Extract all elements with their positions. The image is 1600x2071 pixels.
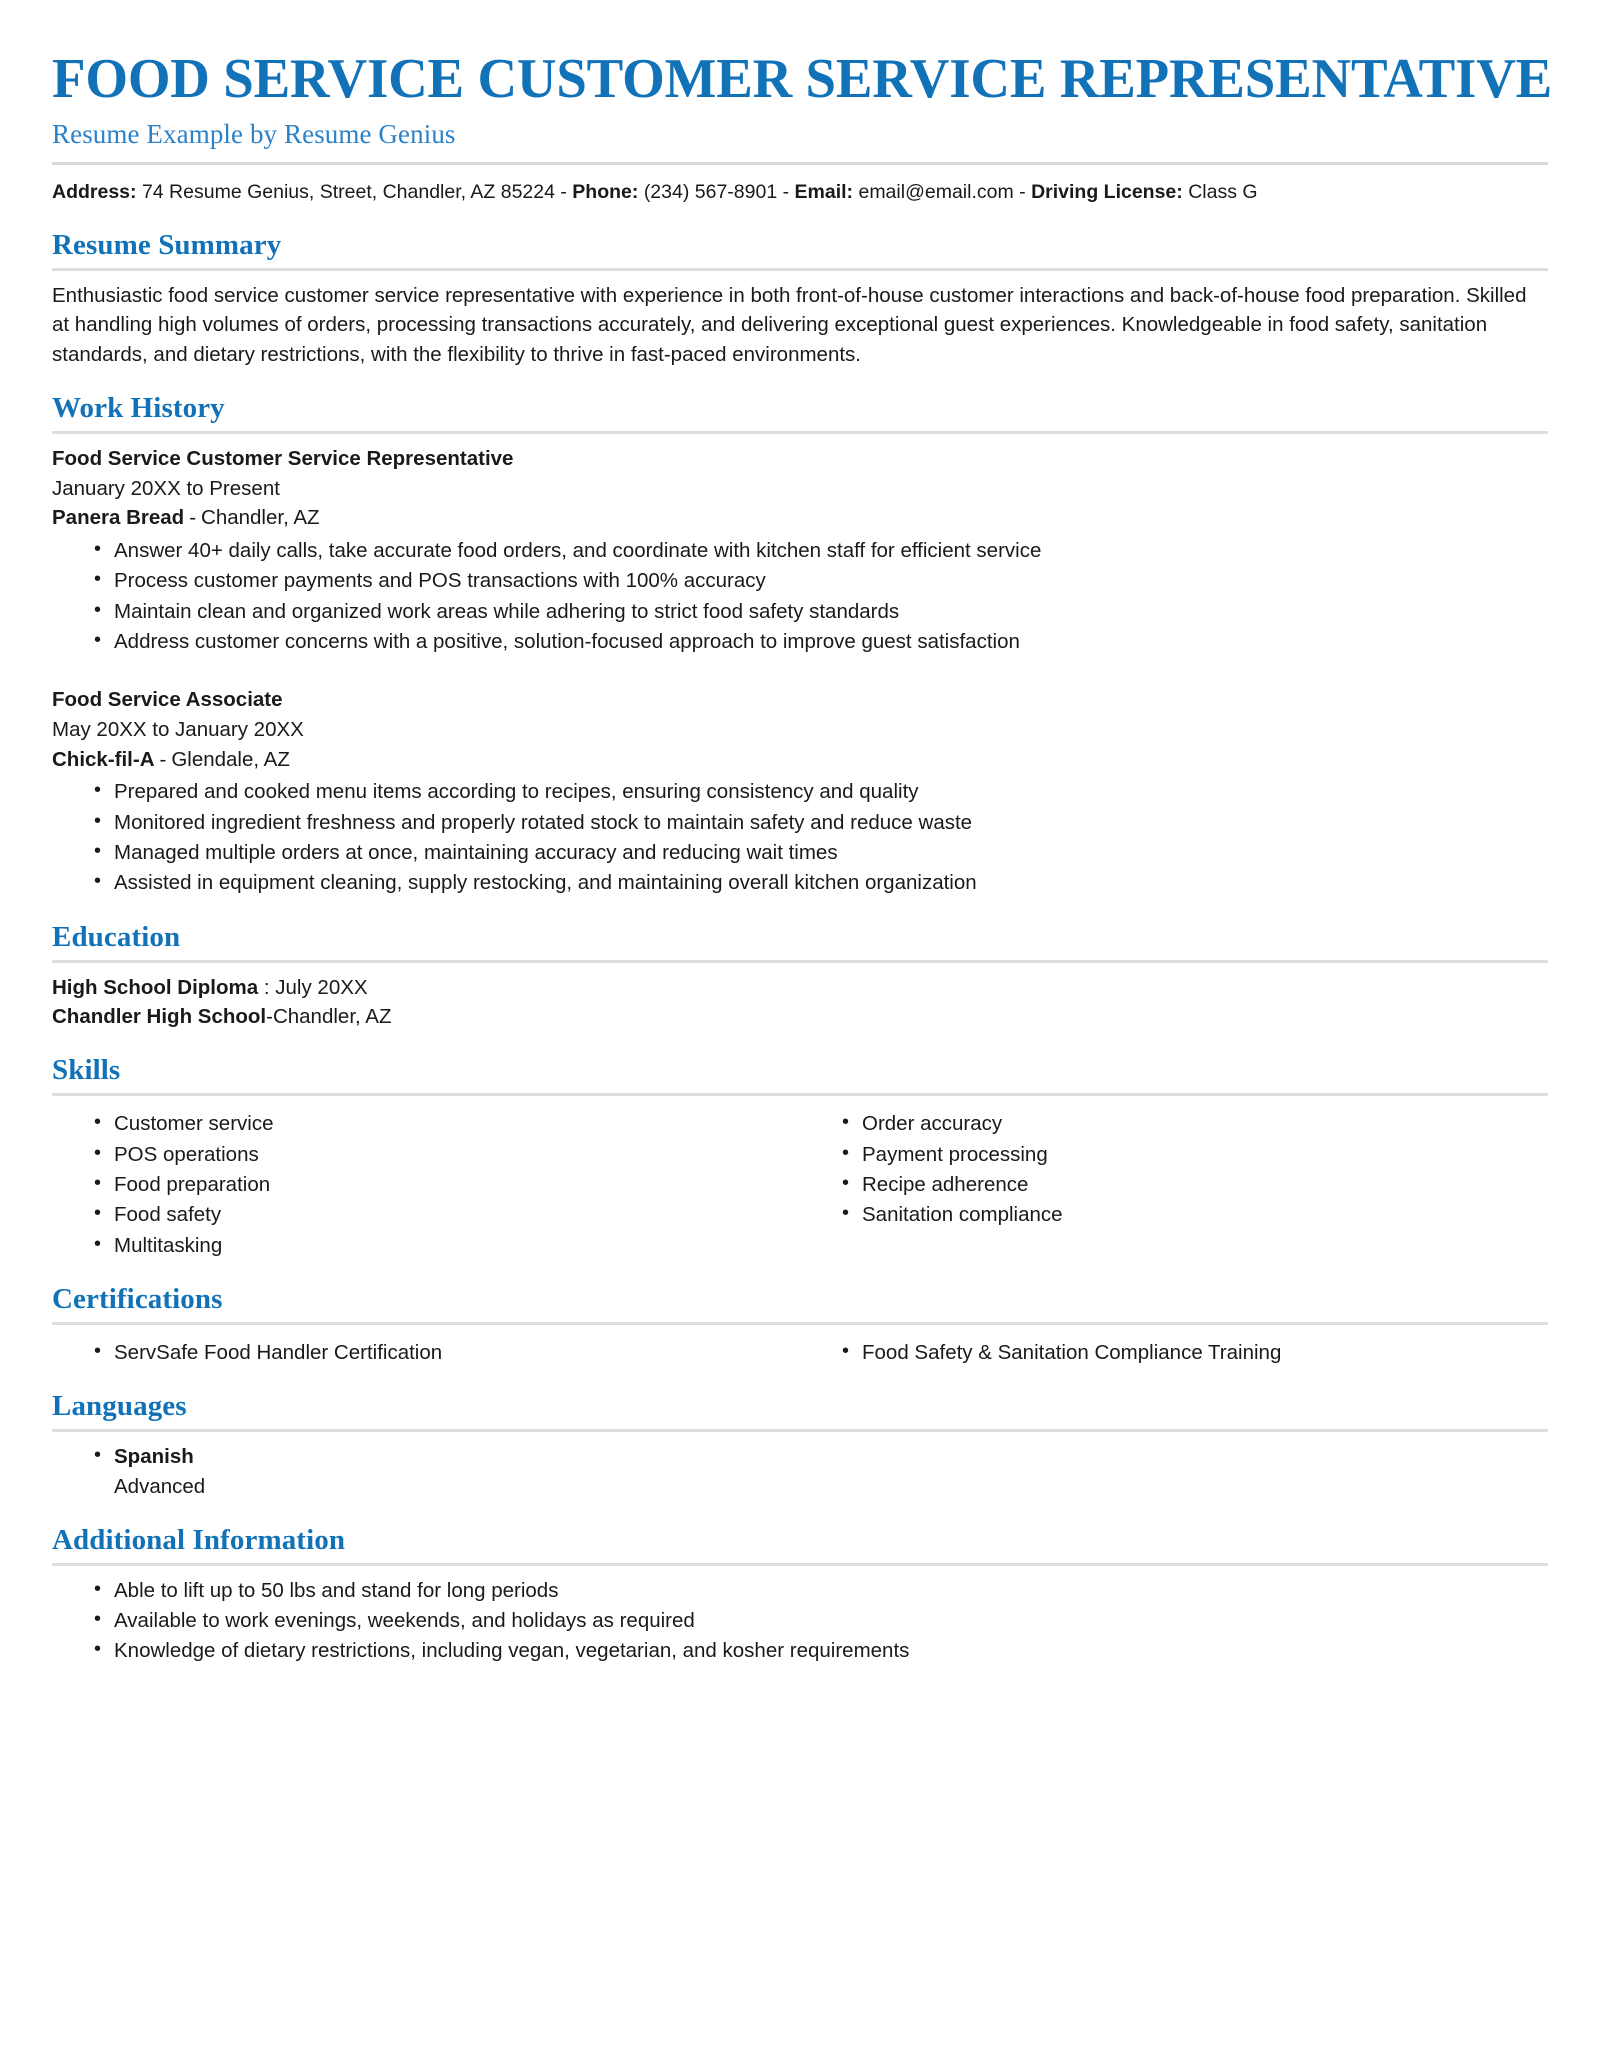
languages-list	[52, 1442, 1548, 1501]
contact-separator-2: -	[777, 181, 795, 204]
section-languages	[52, 1390, 1548, 1501]
section-additional-information	[52, 1524, 1548, 1667]
driving-license-value: Class G	[1188, 181, 1258, 204]
section-resume-summary	[52, 229, 1548, 370]
resume-summary-text: Enthusiastic food service customer service representative with experience in both front-of-house customer interactions and back-of-house food preparation. Skilled at handling high volumes of orders, processing transactions accurately, and delivering exceptional guest experiences. Knowledgeable in food safety, sanitation standards, and dietary restrictions, with the flexibility to thrive in fast-paced environments.	[52, 283, 1527, 367]
section-divider	[52, 1429, 1548, 1432]
address-label: Address:	[52, 181, 137, 204]
driving-license-label: Driving License:	[1031, 181, 1183, 204]
section-heading-education: Education	[52, 920, 181, 953]
job-company-line	[52, 503, 1548, 533]
list-item: • Monitored ingredient freshness and properly rotated stock to maintain safety and reduce waste	[52, 808, 1548, 838]
job-location: Chandler, AZ	[201, 506, 320, 530]
phone-label: Phone:	[572, 181, 639, 204]
job-dates: May 20XX to January 20XX	[52, 718, 304, 741]
list-item: • Food preparation	[52, 1170, 800, 1200]
list-item: • Food Safety & Sanitation Compliance Training	[800, 1338, 1548, 1368]
certifications-column-right	[800, 1335, 1548, 1368]
job-bullet-list	[52, 536, 1548, 657]
section-heading-work-history: Work History	[52, 391, 225, 424]
skills-column-left	[52, 1106, 800, 1261]
section-divider	[52, 960, 1548, 963]
list-item: • Managed multiple orders at once, maintaining accuracy and reducing wait times	[52, 838, 1548, 868]
job-company-name: Panera Bread	[52, 506, 185, 530]
education-degree-line	[52, 973, 1548, 1003]
contact-line	[52, 179, 1548, 206]
skills-column-right	[800, 1106, 1548, 1261]
section-certifications	[52, 1283, 1548, 1368]
list-item: • Process customer payments and POS transactions with 100% accuracy	[52, 566, 1548, 596]
language-name: Spanish	[114, 1445, 194, 1469]
list-item: • Sanitation compliance	[800, 1200, 1548, 1230]
section-skills	[52, 1054, 1548, 1261]
job-location: Glendale, AZ	[171, 747, 290, 771]
section-divider	[52, 268, 1548, 271]
list-item: • Payment processing	[800, 1140, 1548, 1170]
education-location: Chandler, AZ	[272, 1005, 392, 1029]
job-company-name: Chick-fil-A	[52, 747, 155, 771]
email-value: email@email.com	[858, 181, 1014, 204]
section-heading-languages: Languages	[52, 1390, 187, 1423]
language-level: Advanced	[114, 1474, 206, 1498]
education-degree: High School Diploma	[52, 975, 259, 999]
list-item: • Prepared and cooked menu items according to recipes, ensuring consistency and quality	[52, 777, 1548, 807]
skills-list-left	[52, 1109, 800, 1261]
list-item: • Knowledge of dietary restrictions, including vegan, vegetarian, and kosher requirements	[52, 1636, 1548, 1666]
section-work-history	[52, 392, 1548, 899]
list-item: • Maintain clean and organized work areas while adhering to strict food safety standards	[52, 597, 1548, 627]
skills-columns	[52, 1106, 1548, 1261]
work-history-entry	[52, 444, 1548, 657]
contact-separator-3: -	[1013, 181, 1032, 204]
section-divider	[52, 1563, 1548, 1566]
section-heading-certifications: Certifications	[52, 1282, 223, 1315]
job-dates: January 20XX to Present	[52, 476, 280, 500]
list-item: • Address customer concerns with a positive, solution-focused approach to improve guest satisfaction	[52, 627, 1548, 657]
certifications-columns	[52, 1335, 1548, 1368]
job-title: Food Service Customer Service Representative	[52, 446, 514, 470]
phone-value: (234) 567-8901	[643, 181, 778, 204]
contact-separator-1: -	[554, 181, 573, 204]
job-separator: -	[159, 747, 167, 771]
page-title: FOOD SERVICE CUSTOMER SERVICE REPRESENTATIVE	[52, 48, 1553, 110]
skills-list-right	[800, 1109, 1548, 1230]
education-degree-separator: :	[263, 975, 270, 999]
list-item: • POS operations	[52, 1140, 800, 1170]
section-heading-skills: Skills	[52, 1054, 121, 1087]
email-label: Email:	[794, 181, 854, 204]
list-item: • Food safety	[52, 1200, 800, 1230]
list-item: • Answer 40+ daily calls, take accurate food orders, and coordinate with kitchen staff for efficient service	[52, 536, 1548, 566]
additional-information-list	[52, 1576, 1548, 1667]
certifications-list-left	[52, 1338, 800, 1368]
education-date: July 20XX	[275, 975, 368, 999]
certifications-column-left	[52, 1335, 800, 1368]
list-item: • Assisted in equipment cleaning, supply restocking, and maintaining overall kitchen organization	[52, 868, 1548, 898]
page-subtitle: Resume Example by Resume Genius	[52, 119, 456, 150]
section-divider	[52, 431, 1548, 434]
education-school: Chandler High School	[52, 1005, 267, 1029]
education-school-line	[52, 1002, 1548, 1032]
list-item: • Order accuracy	[800, 1109, 1548, 1139]
work-history-entry	[52, 685, 1548, 898]
section-education	[52, 921, 1548, 1032]
job-company-line	[52, 745, 1548, 775]
section-heading-additional-information: Additional Information	[52, 1523, 346, 1556]
job-separator: -	[189, 506, 197, 530]
certifications-list-right	[800, 1338, 1548, 1368]
resume-header	[52, 48, 1553, 165]
job-bullet-list	[52, 777, 1548, 898]
list-item: • Available to work evenings, weekends, and holidays as required	[52, 1606, 1548, 1636]
header-divider	[52, 162, 1548, 165]
list-item: • Multitasking	[52, 1231, 800, 1261]
education-separator: -	[266, 1005, 273, 1029]
section-divider	[52, 1322, 1548, 1325]
list-item: • ServSafe Food Handler Certification	[52, 1338, 800, 1368]
section-heading-resume-summary: Resume Summary	[52, 228, 282, 261]
job-title: Food Service Associate	[52, 688, 283, 712]
list-item: • Customer service	[52, 1109, 800, 1139]
list-item	[52, 1442, 1548, 1501]
section-divider	[52, 1093, 1548, 1096]
list-item: • Recipe adherence	[800, 1170, 1548, 1200]
list-item: • Able to lift up to 50 lbs and stand for long periods	[52, 1576, 1548, 1606]
address-value: 74 Resume Genius, Street, Chandler, AZ 85224	[141, 181, 555, 204]
